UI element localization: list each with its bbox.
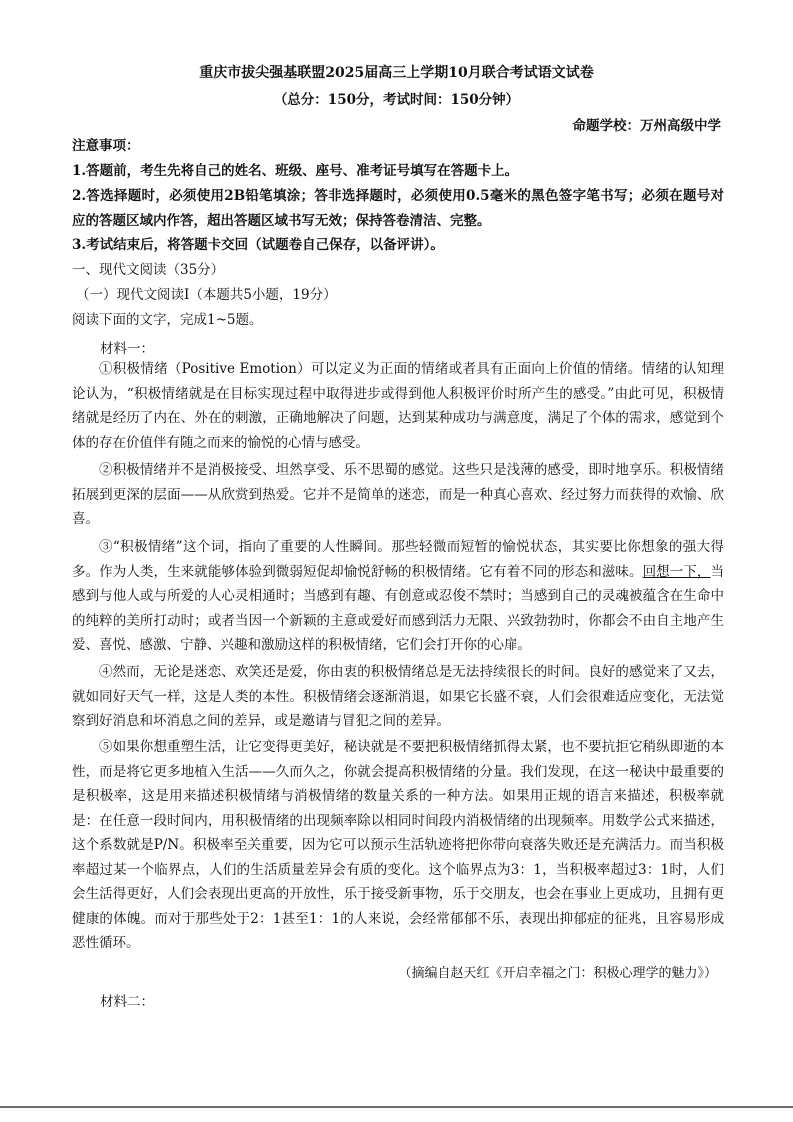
paragraph-3-text-a: ③“积极情绪”这个词，指向了重要的人性瞬间。那些轻微而短暂的愉悦状态，其实要比你想象的强大得多。作为人类，生来就能够体验到微弱短促却愉悦舒畅的积极情绪。它有着不同的形态和滋味。: [72, 539, 724, 580]
sub-section-heading: （一）现代文阅读Ⅰ（本题共5小题，19分）: [76, 287, 337, 303]
notice-item-3: 3.考试结束后，将答题卡交回（试题卷自己保存，以备评讲）。: [72, 237, 444, 253]
notice-item-1: 1.答题前，考生先将自己的姓名、班级、座号、准考证号填写在答题卡上。: [72, 163, 519, 179]
reading-instruction: 阅读下面的文字，完成1~5题。: [72, 312, 263, 328]
material-1-label: 材料一：: [100, 341, 154, 357]
notice-item-2: 2.答选择题时，必须使用2B铅笔填涂；答非选择题时，必须使用0.5毫米的黑色签字笔书写；必须在题号对应的答题区域内作答，超出答题区域书写无效；保持答卷清洁、完整。: [72, 188, 724, 229]
source-citation: （摘编自赵天红《开启幸福之门：积极心理学的魅力》）: [398, 966, 717, 981]
paragraph-1: ①积极情绪（Positive Emotion）可以定义为正面的情绪或者具有正面向上价值的情绪。情绪的认知理论认为，“积极情绪就是在目标实现过程中取得进步或得到他人积极评价时所产生的感受。”由此可见，积极情绪就是经历了内在、外在的刺激，正确地解决了问题，达到某种成功与满意度，满足了个体的需求，感觉到个体的存在价值伴有随之而来的愉悦的心情与感受。: [72, 361, 724, 451]
paragraph-3-underlined: 回想一下，: [642, 563, 711, 580]
material-2-label: 材料二：: [100, 994, 154, 1010]
paragraph-4: ④然而，无论是迷恋、欢笑还是爱，你由衷的积极情绪总是无法持续很长的时间。良好的感觉来了又去，就如同好天气一样，这是人类的本性。积极情绪会逐渐消退，如果它长盛不衰，人们会很难适应变化，无法觉察到好消息和坏消息之间的差异，或是邀请与冒犯之间的差异。: [72, 664, 724, 729]
exam-title: 重庆市拔尖强基联盟2025届高三上学期10月联合考试语文试卷: [199, 65, 594, 81]
paragraph-3: [72, 535, 724, 658]
setting-school: 命题学校：万州高级中学: [572, 118, 721, 134]
section-heading: 一、现代文阅读（35分）: [72, 262, 225, 278]
paragraph-5: ⑤如果你想重塑生活，让它变得更美好，秘诀就是不要把积极情绪抓得太紧，也不要抗拒它稍纵即逝的本性，而是将它更多地植入生活——久而久之，你就会提高积极情绪的分量。我们发现，在这一秘诀中最重要的是积极率，这是用来描述积极情绪与消极情绪的数量关系的一种方法。如果用正规的语言来描述，积极率就是：在任意一段时间内，用积极情绪的出现频率除以相同时间段内消极情绪的出现频率。用数学公式来描述，这个系数就是P/N。积极率至关重要，因为它可以预示生活轨迹将把你带向衰落失败还是充满活力。而当积极率超过某一个临界点，人们的生活质量差异会有质的变化。这个临界点为3：1，当积极率超过3：1时，人们会生活得更好，人们会表现出更高的开放性，乐于接受新事物，乐于交朋友，也会在事业上更成功，且拥有更健康的体魄。而对于那些处于2：1甚至1：1的人来说，会经常郁郁不乐，表现出抑郁症的征兆，且容易形成恶性循环。: [72, 739, 724, 951]
paragraph-3-text-b: 当感到与他人或与所爱的人心灵相通时；当感到有趣、有创意或忍俊不禁时；当感到自己的灵魂被蕴含在生命中的纯粹的美所打动时；或者当因一个新颖的主意或爱好而感到活力无限、兴致勃勃时，你都会不由自主地产生爱、喜悦、感激、宁静、兴趣和激励这样的积极情绪，它们会打开你的心扉。: [72, 563, 725, 653]
exam-subtitle: （总分：150分，考试时间：150分钟）: [273, 92, 520, 108]
page-bottom-rule: [0, 1106, 793, 1108]
paragraph-2: ②积极情绪并不是消极接受、坦然享受、乐不思蜀的感觉。这些只是浅薄的感受，即时地享乐。积极情绪拓展到更深的层面——从欣赏到热爱。它并不是简单的迷恋，而是一种真心喜欢、经过努力而获得的欢愉、欣喜。: [72, 462, 724, 527]
notice-heading: 注意事项：: [72, 138, 140, 154]
